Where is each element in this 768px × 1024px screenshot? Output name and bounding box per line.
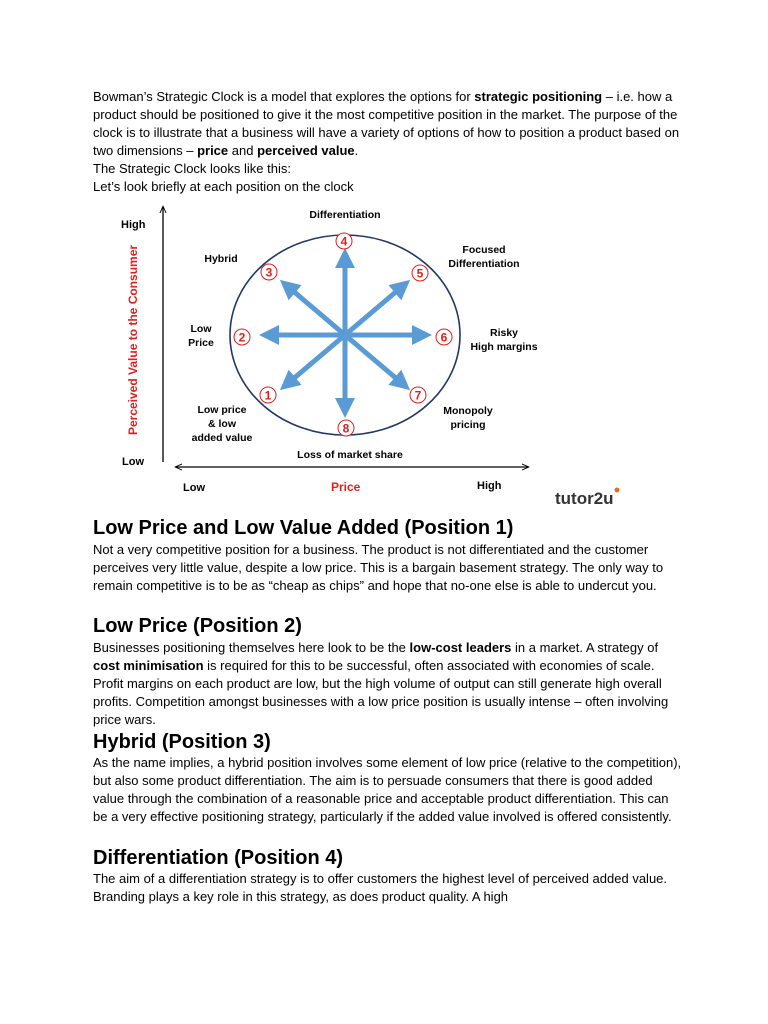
section-heading-position-1: Low Price and Low Value Added (Position 1) (93, 517, 514, 539)
section-heading-position-2: Low Price (Position 2) (93, 615, 302, 637)
label-position-2-line2: Price (188, 337, 214, 349)
label-position-6-line1: Risky (489, 327, 519, 339)
label-position-6-line2: High margins (470, 341, 538, 353)
label-position-5-line2: Differentiation (448, 258, 520, 270)
x-axis-low-label: Low (183, 482, 205, 494)
svg-text:2: 2 (238, 330, 246, 345)
intro-bold-price: price (197, 143, 229, 158)
position-7-marker (410, 387, 426, 403)
strategic-clock-diagram (0, 195, 768, 515)
intro-text-and: and (228, 143, 258, 158)
position-4-marker (336, 233, 352, 249)
intro-line-2: The Strategic Clock looks like this: (93, 161, 291, 176)
svg-text:6: 6 (440, 330, 448, 345)
x-axis-title: Price (331, 480, 361, 494)
section-body-position-4: The aim of a differentiation strategy is to offer customers the highest level of perceived added value. Branding plays a key role in this strategy, as does product quality. A high (93, 871, 668, 904)
position-3-marker (261, 264, 277, 280)
arrow-position-7 (345, 335, 404, 385)
position-5-marker (412, 265, 428, 281)
intro-paragraph (93, 88, 683, 196)
svg-text:4: 4 (340, 234, 348, 249)
tutor2u-logo (555, 488, 620, 509)
svg-text:1: 1 (264, 388, 272, 403)
label-position-8: Loss of market share (297, 449, 403, 461)
section-body-position-2: Businesses positioning themselves here look to be the low-cost leaders in a market. A strategy of cost minimisation is required for this to be successful, often associated with economies of scale. Profit margins on each product are low, but the high volume of output can still generate high overall profits. Competition amongst businesses with a low price position is usually intense – often involving price wars. (93, 640, 669, 727)
position-1-marker (260, 387, 276, 403)
label-position-4: Differentiation (309, 209, 381, 221)
label-position-7-line1: Monopoly (443, 405, 493, 417)
svg-text:3: 3 (265, 265, 273, 280)
svg-text:8: 8 (342, 421, 350, 436)
intro-line-3: Let’s look briefly at each position on the clock (93, 179, 354, 194)
section-body-position-1: Not a very competitive position for a business. The product is not differentiated and the customer perceives very little value, despite a low price. This is a bargain basement strategy. The only way to remain competitive is to be as “cheap as chips” and hope that no-one else is able to undercut you. (93, 542, 664, 593)
y-axis-high-label: High (121, 219, 146, 231)
intro-text-end: . (354, 143, 359, 158)
bold-cost-minimisation: cost minimisation (93, 658, 204, 673)
arrow-position-1 (286, 335, 345, 385)
intro-text-2: – i.e. how a product should be positioned to give it the most competitive position in the market. The purpose of the clock is to illustrate that a business will have a variety of options of how to position a product based on two dimensions – (93, 89, 680, 158)
label-position-5-line1: Focused (462, 244, 506, 256)
arrow-position-3 (286, 285, 345, 335)
label-position-3: Hybrid (204, 253, 238, 265)
svg-text:tutor2u: tutor2u (555, 489, 614, 508)
label-position-1-line1: Low price (197, 404, 247, 416)
intro-bold-strategic-positioning: strategic positioning (474, 89, 603, 104)
label-position-2-line1: Low (190, 323, 212, 335)
intro-text-1: Bowman’s Strategic Clock is a model that explores the options for (93, 89, 475, 104)
section-body-position-3: As the name implies, a hybrid position involves some element of low price (relative to the competition), but also some product differentiation. The aim is to persuade consumers that there is good added value through the combination of a reasonable price and acceptable product differentiation. This can be a very effective positioning strategy, particularly if the added value involved is offered consistently. (93, 755, 682, 824)
bold-low-cost-leaders: low-cost leaders (409, 640, 512, 655)
section-heading-position-3: Hybrid (Position 3) (93, 731, 271, 753)
position-8-marker (338, 420, 354, 436)
arrow-position-5 (345, 285, 404, 335)
position-2-marker (234, 329, 250, 345)
section-heading-position-4: Differentiation (Position 4) (93, 847, 343, 869)
y-axis-title: Perceived Value to the Consumer (126, 244, 140, 436)
label-position-1-line2: & low (208, 418, 236, 430)
svg-text:7: 7 (414, 388, 422, 403)
intro-bold-perceived-value: perceived value (257, 143, 355, 158)
label-position-7-line2: pricing (450, 419, 486, 431)
y-axis-low-label: Low (122, 456, 144, 468)
position-6-marker (436, 329, 452, 345)
label-position-1-line3: added value (191, 432, 253, 444)
x-axis-high-label: High (477, 480, 502, 492)
svg-text:5: 5 (416, 266, 424, 281)
